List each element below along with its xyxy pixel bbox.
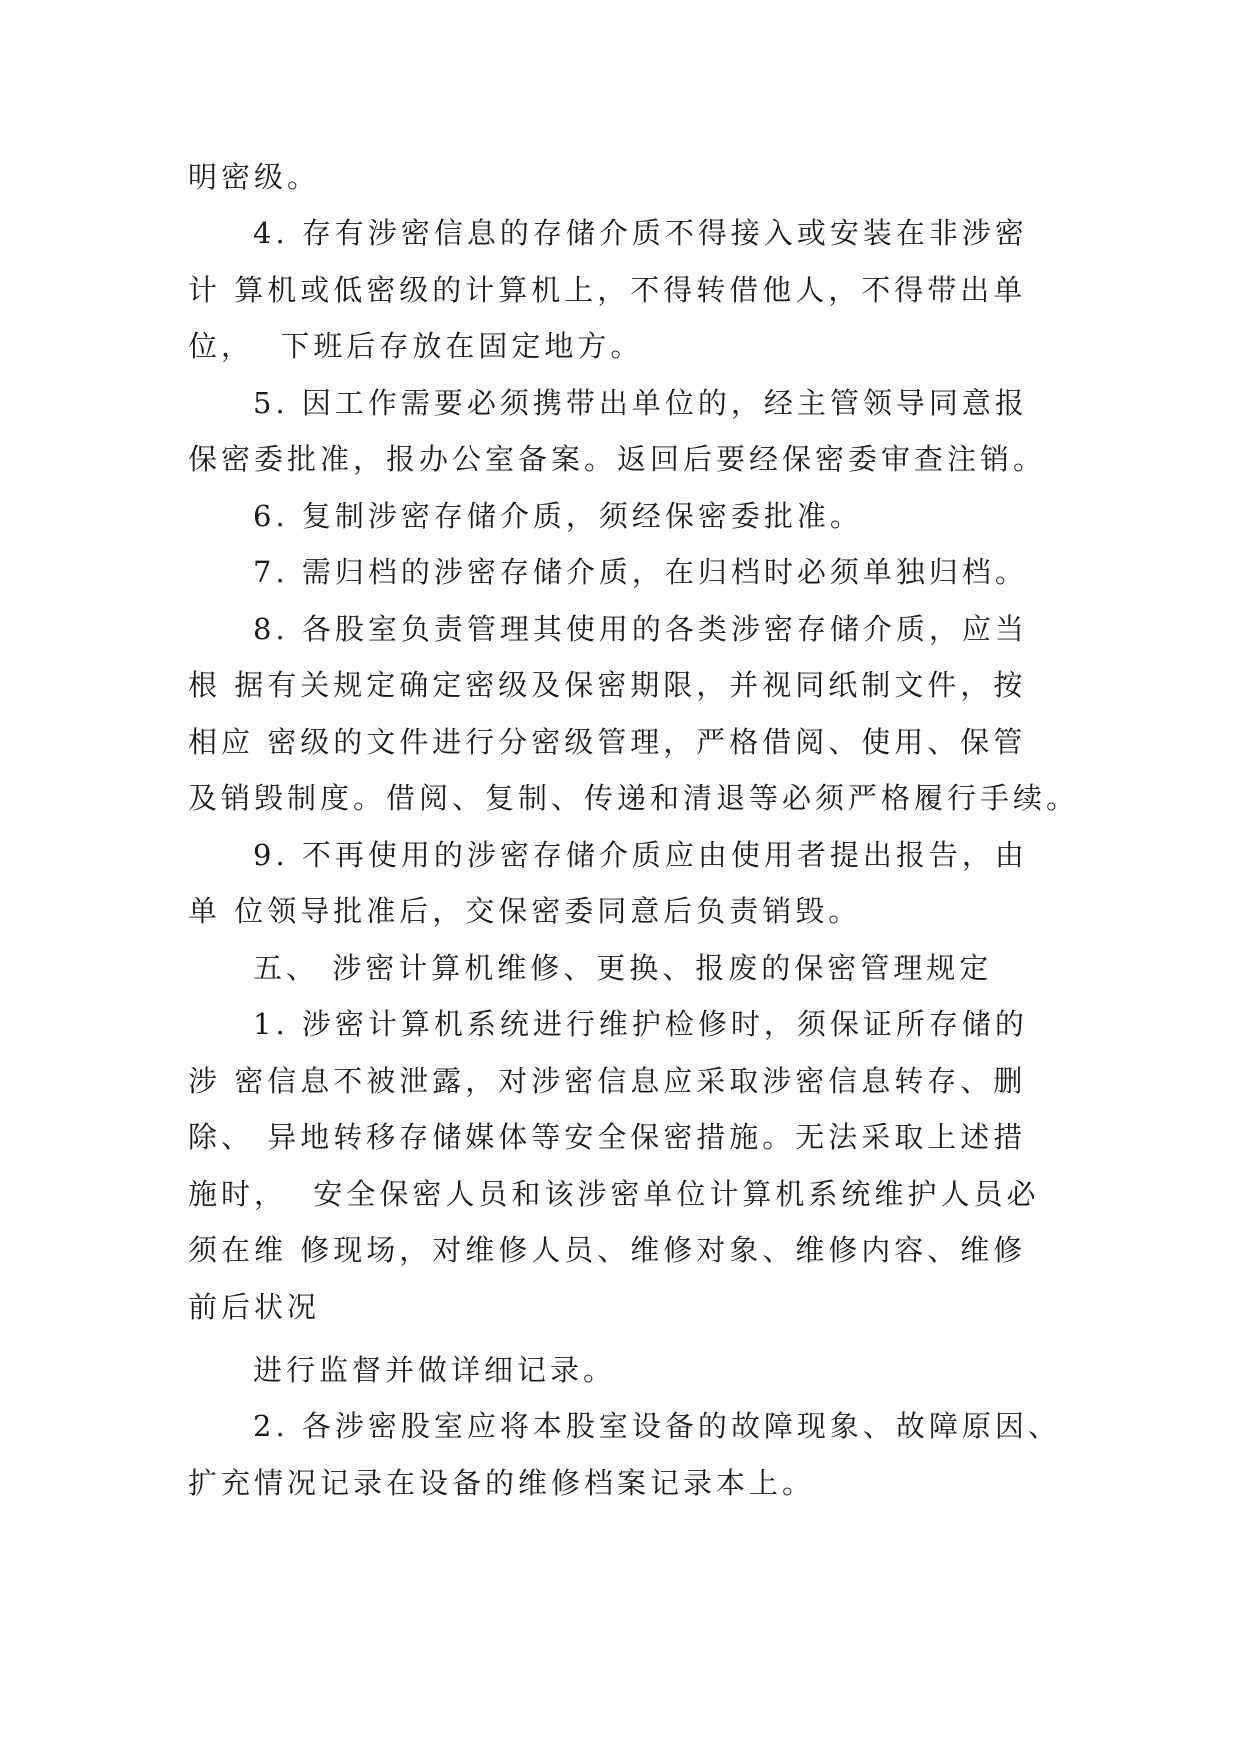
text-line: 施时， 安全保密人员和该涉密单位计算机系统维护人员必 xyxy=(188,1177,1040,1211)
text-line: 除、 异地转移存储媒体等安全保密措施。无法采取上述措 xyxy=(188,1120,1027,1154)
text-line: 及销毁制度。借阅、复制、传递和清退等必须严格履行手续。 xyxy=(188,781,1080,815)
text-line: 9. 不再使用的涉密存储介质应由使用者提出报告，由 xyxy=(253,838,1028,872)
text-line: 8. 各股室负责管理其使用的各类涉密存储介质，应当 xyxy=(253,612,1028,646)
text-line: 根 据有关规定确定密级及保密期限，并视同纸制文件，按 xyxy=(188,668,1027,702)
text-line: 单 位领导批准后，交保密委同意后负责销毁。 xyxy=(188,894,862,928)
text-line: 扩充情况记录在设备的维修档案记录本上。 xyxy=(188,1466,816,1500)
text-line: 2. 各涉密股室应将本股室设备的故障现象、故障原因、 xyxy=(253,1409,1061,1443)
text-line: 5. 因工作需要必须携带出单位的，经主管领导同意报 xyxy=(253,386,1028,420)
text-line: 计 算机或低密级的计算机上，不得转借他人，不得带出单 xyxy=(188,273,1027,307)
text-line: 涉 密信息不被泄露，对涉密信息应采取涉密信息转存、删 xyxy=(188,1064,1027,1098)
text-line: 1. 涉密计算机系统进行维护检修时，须保证所存储的 xyxy=(253,1007,1028,1041)
text-line: 位， 下班后存放在固定地方。 xyxy=(188,329,644,363)
section-heading: 五、 涉密计算机维修、更换、报废的保密管理规定 xyxy=(253,951,993,985)
text-line: 保密委批准，报办公室备案。返回后要经保密委审查注销。 xyxy=(188,442,1047,476)
text-line: 明密级。 xyxy=(188,160,321,194)
text-line: 7. 需归档的涉密存储介质，在归档时必须单独归档。 xyxy=(253,555,1028,589)
text-line: 4. 存有涉密信息的存储介质不得接入或安装在非涉密 xyxy=(253,216,1028,250)
text-line: 前后状况 xyxy=(188,1290,321,1324)
text-line: 须在维 修现场，对维修人员、维修对象、维修内容、维修 xyxy=(188,1233,1027,1267)
text-line: 进行监督并做详细记录。 xyxy=(253,1353,617,1387)
text-line: 6. 复制涉密存储介质，须经保密委批准。 xyxy=(253,499,863,533)
text-line: 相应 密级的文件进行分密级管理，严格借阅、使用、保管 xyxy=(188,725,1027,759)
